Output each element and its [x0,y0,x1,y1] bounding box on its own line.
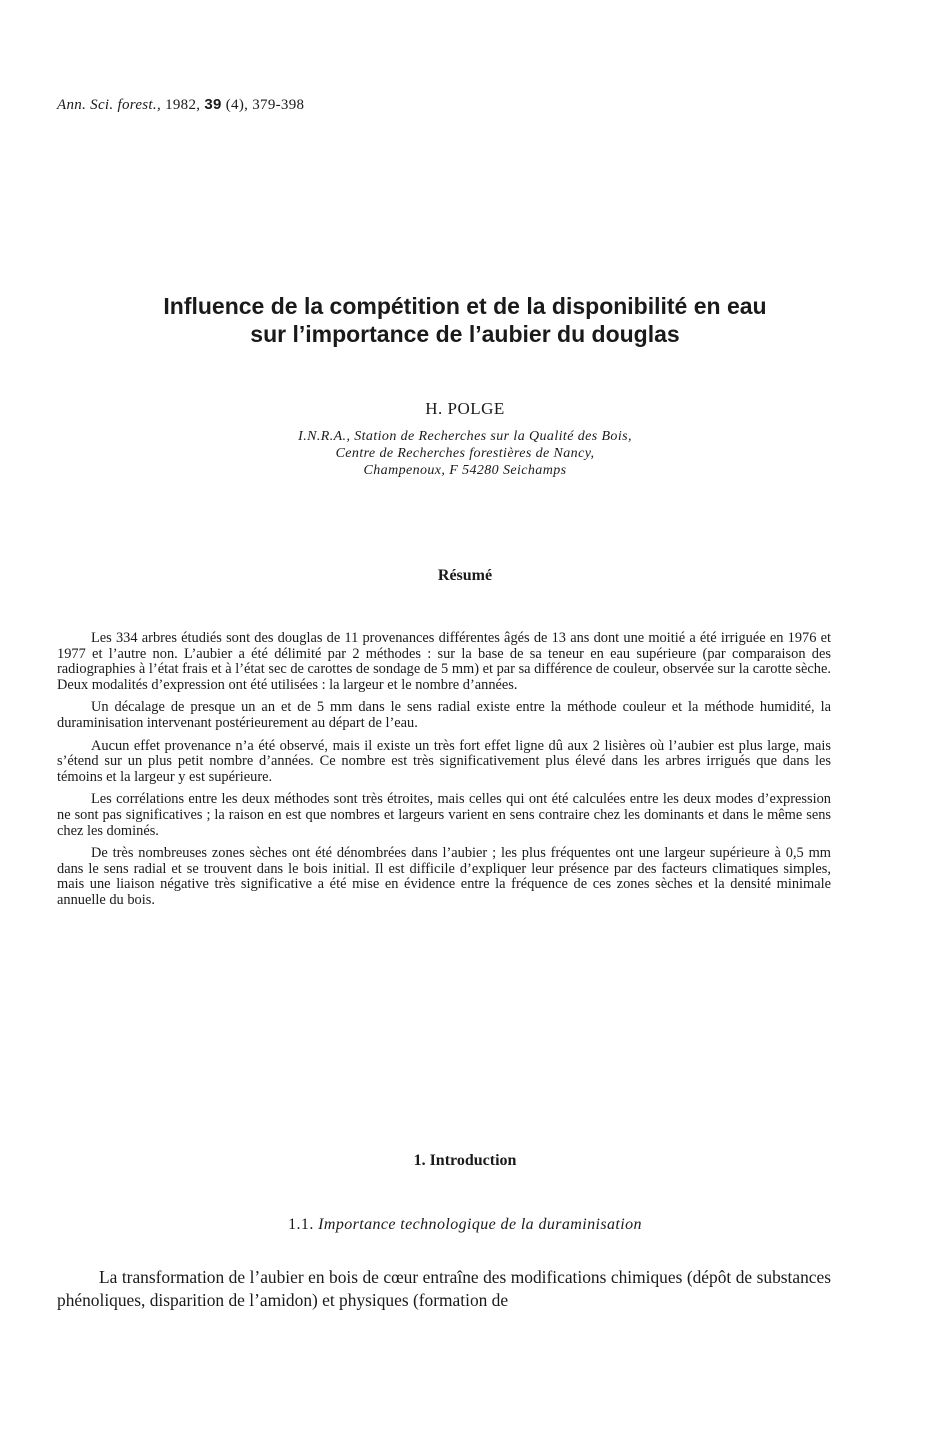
author-affiliation [0,428,930,479]
abstract-paragraph: Les corrélations entre les deux méthodes sont très étroites, mais celles qui ont été calculées entre les deux modes d’expression ne sont pas significatives ; la raison en est que nombres et largeurs varient en sens contraire chez les dominants et dans le même sens chez les dominés. [57,791,831,839]
introduction-paragraph: La transformation de l’aubier en bois de cœur entraîne des modifications chimiques (dépôt de substances phénoliques, disparition de l’amidon) et physiques (formation de [57,1267,831,1310]
affiliation-line-3: Champenoux, F 54280 Seichamps [363,463,567,478]
abstract-paragraph: Aucun effet provenance n’a été observé, mais il existe un très fort effet ligne dû aux 2 lisières où l’aubier est plus large, mais s’étend sur un plus petit nombre d’années. Ce nombre est très significativement plus élevé dans les arbres irrigués que dans les témoins et la largeur y est supérieure. [57,737,831,785]
abstract-paragraph: De très nombreuses zones sèches ont été dénombrées dans l’aubier ; les plus fréquentes ont une largeur supérieure à 0,5 mm dans le sens radial et se trouvent dans le bois initial. Il est difficile d’expliquer leur présence par des facteurs climatiques simples, mais une liaison négative très significative a été mise en évidence entre la fréquence de ces zones sèches et la densité minimale annuelle du bois. [57,845,831,908]
subsection-title: Importance technologique de la duraminisation [318,1216,642,1233]
subsection-heading [0,1216,930,1234]
abstract-body [57,631,831,916]
citation-volume: 39 [204,96,222,113]
section-heading-introduction: 1. Introduction [413,1152,517,1169]
abstract-paragraph: Les 334 arbres étudiés sont des douglas de 11 provenances différentes âgés de 13 ans dont une moitié a été irriguée en 1976 et 1977 et l’autre non. L’aubier a été délimité par 2 méthodes : sur la base de sa teneur en eau supérieure (par comparaison des radiographies à l’état frais et à l’état sec de carottes de sondage de 5 mm) et par sa différence de couleur, observée sur la carotte sèche. Deux modalités d’expression ont été utilisées : la largeur et le nombre d’années. [57,630,831,693]
citation-year: 1982, [165,97,201,113]
journal-citation [57,96,304,114]
citation-issue-pages: (4), 379-398 [225,97,305,113]
abstract-heading: Résumé [437,567,493,584]
title-line-2: sur l’importance de l’aubier du douglas [250,321,680,347]
affiliation-line-2: Centre de Recherches forestières de Nancy, [335,446,595,461]
journal-name: Ann. Sci. forest., [57,97,161,113]
abstract-paragraph: Un décalage de presque un an et de 5 mm dans le sens radial existe entre la méthode couleur et la méthode humidité, la duraminisation intervenant postérieurement au départ de l’eau. [57,699,831,731]
subsection-number: 1.1. [288,1216,314,1233]
paper-title [40,292,890,348]
affiliation-line-1: I.N.R.A., Station de Recherches sur la Qualité des Bois, [298,429,632,444]
title-line-1: Influence de la compétition et de la disponibilité en eau [163,293,767,319]
author-name: H. POLGE [425,399,505,418]
